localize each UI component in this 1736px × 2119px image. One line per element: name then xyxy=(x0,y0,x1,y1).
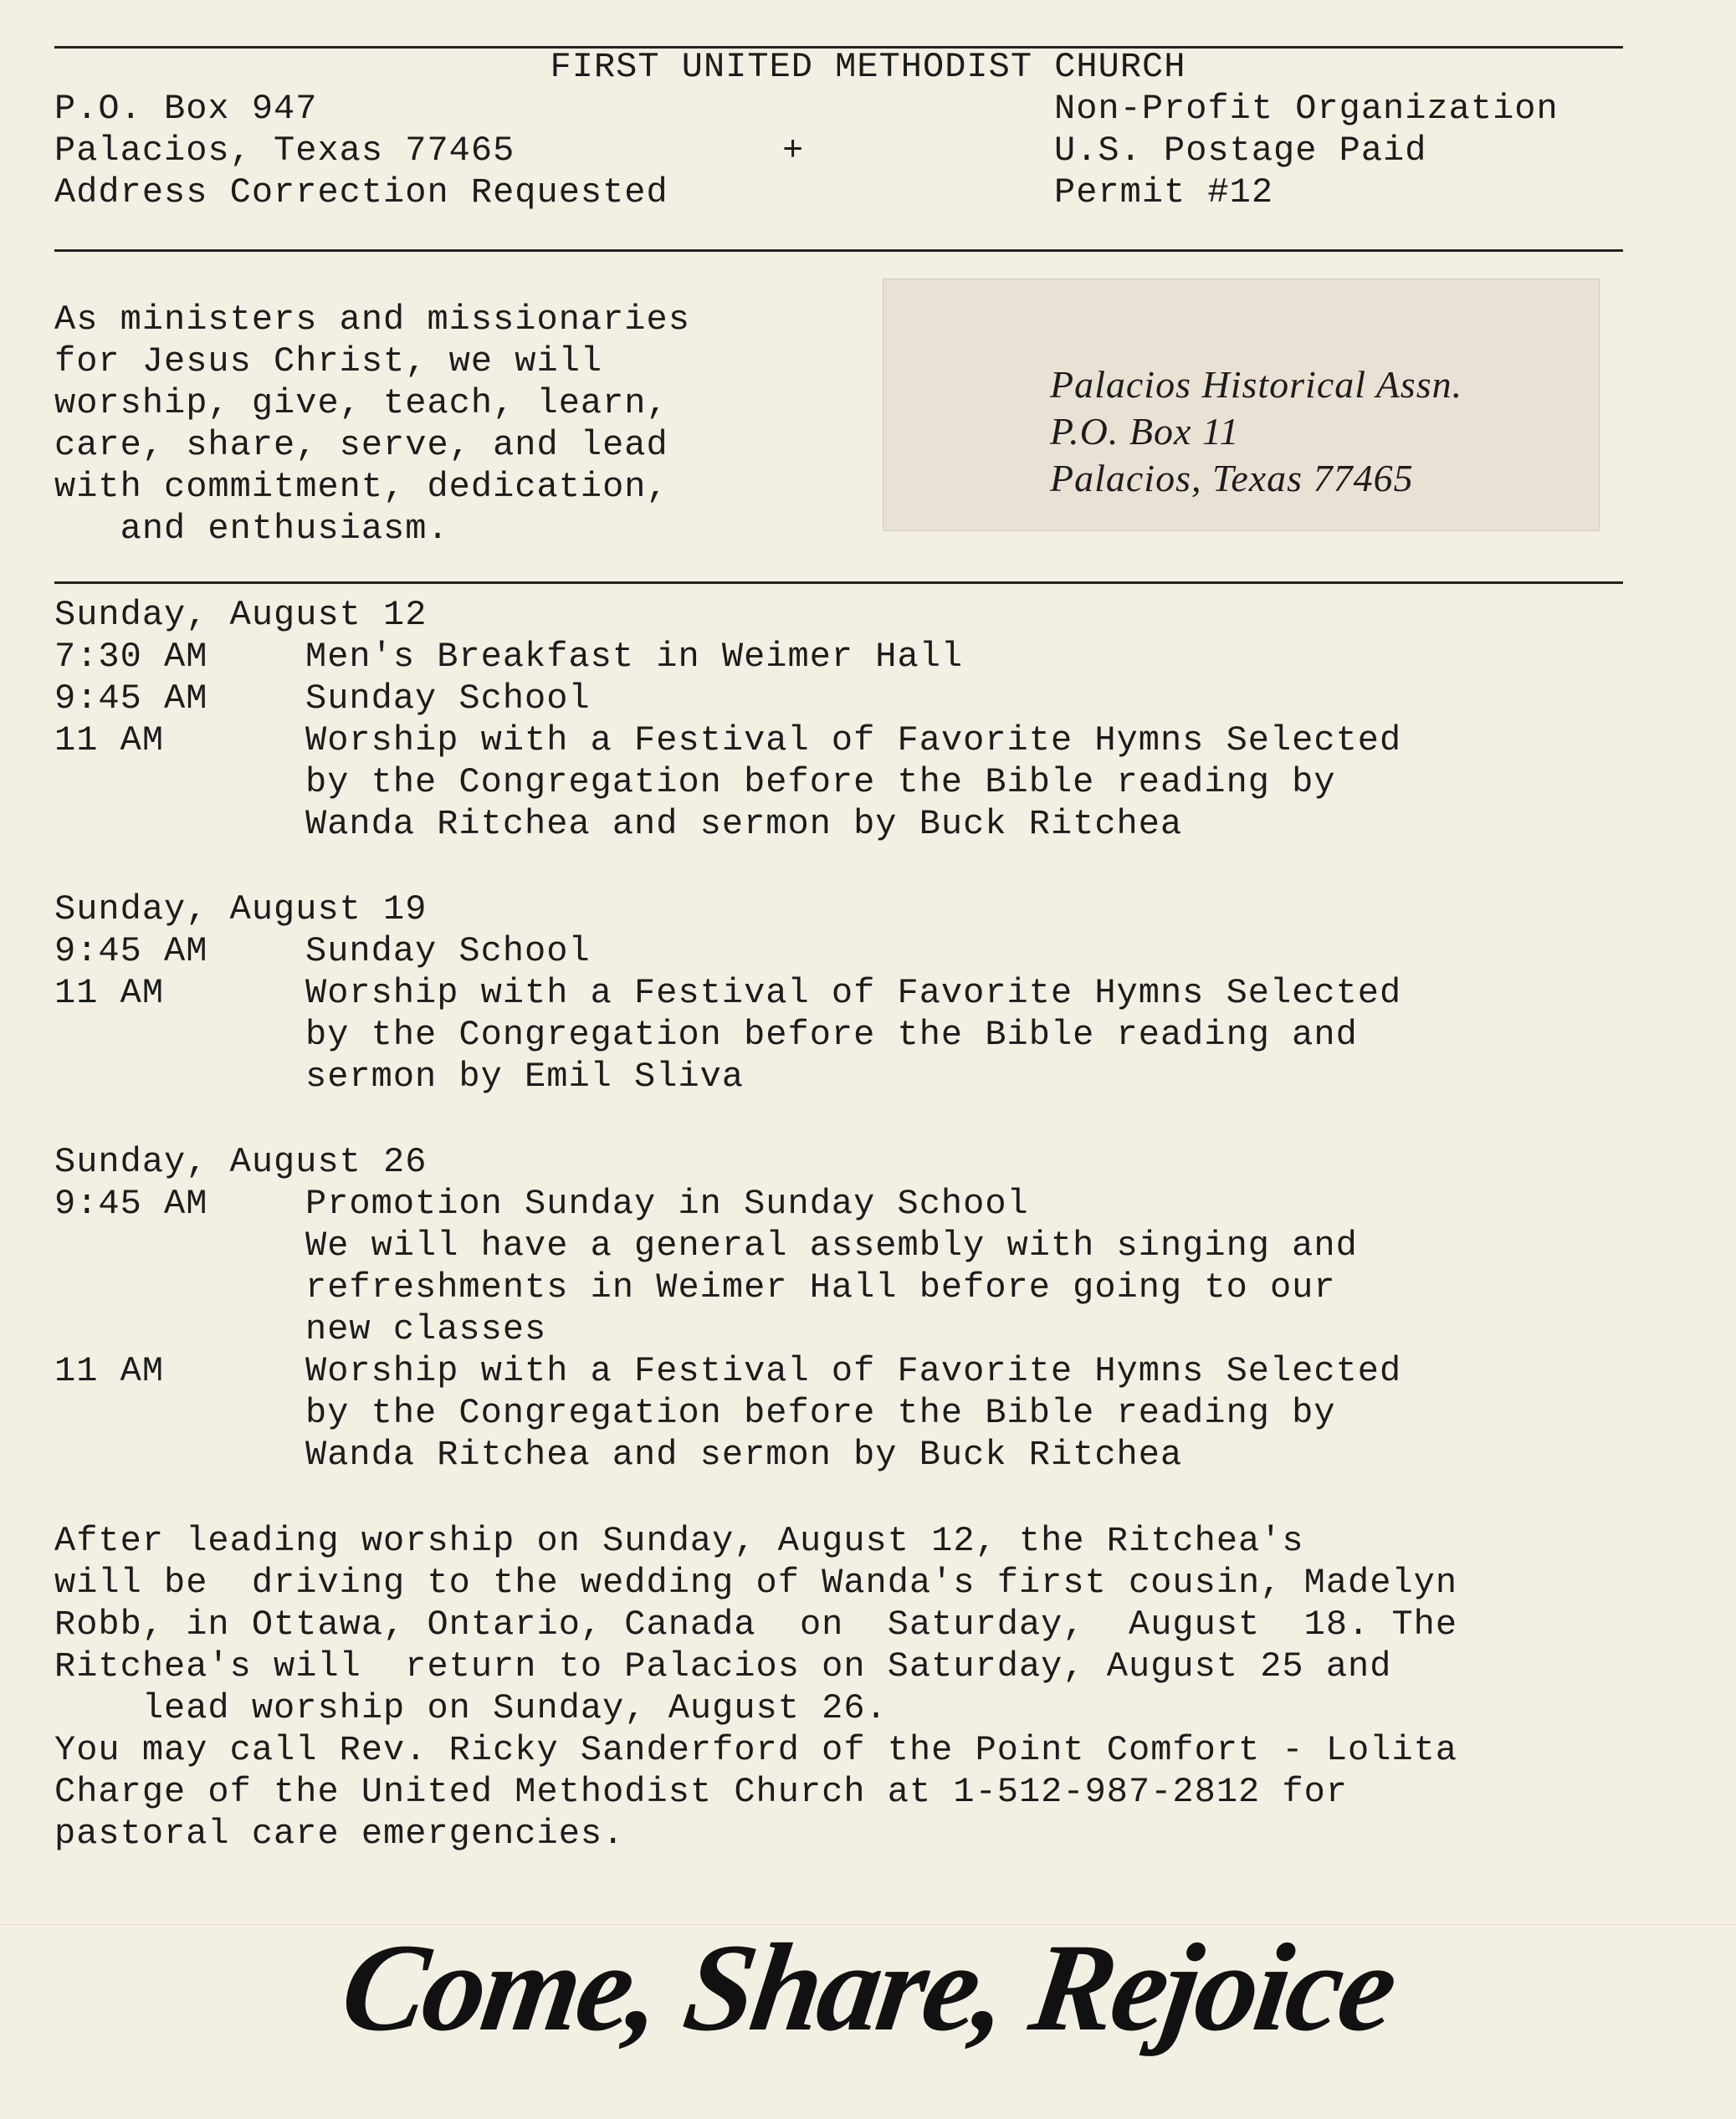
mission-statement xyxy=(54,299,690,550)
mission-line: care, share, serve, and lead xyxy=(54,425,668,465)
event-description: Wanda Ritchea and sermon by Buck Ritchea xyxy=(305,1435,1183,1475)
mission-line: As ministers and missionaries xyxy=(54,299,690,340)
event-time: 11 AM xyxy=(54,1351,165,1391)
mailing-label-line: Palacios, Texas 77465 xyxy=(1050,457,1414,499)
announcement xyxy=(54,1520,1627,1855)
event-time: 9:45 AM xyxy=(54,678,208,719)
schedule-date: Sunday, August 12 xyxy=(54,595,428,635)
announcement-line: will be driving to the wedding of Wanda's first cousin, Madelyn xyxy=(54,1563,1458,1603)
event-description: Men's Breakfast in Weimer Hall xyxy=(305,637,964,677)
schedule-date: Sunday, August 26 xyxy=(54,1142,428,1182)
event-description: sermon by Emil Sliva xyxy=(305,1057,745,1097)
event-time: 9:45 AM xyxy=(54,1184,208,1224)
mailing-label-text xyxy=(1050,361,1462,502)
postage-indicia xyxy=(1054,88,1559,213)
event-description: Worship with a Festival of Favorite Hymns Selected xyxy=(305,720,1402,760)
announcement-line: Robb, in Ottawa, Ontario, Canada on Saturday, August 18. The xyxy=(54,1605,1458,1645)
event-time: 7:30 AM xyxy=(54,637,208,677)
mission-line: worship, give, teach, learn, xyxy=(54,383,668,423)
return-address-line: Address Correction Requested xyxy=(54,172,668,212)
event-description: by the Congregation before the Bible reading and xyxy=(305,1015,1358,1055)
event-description: Worship with a Festival of Favorite Hymns Selected xyxy=(305,1351,1402,1391)
event-time: 9:45 AM xyxy=(54,931,208,971)
announcement-line: Ritchea's will return to Palacios on Saturday, August 25 and xyxy=(54,1646,1392,1686)
event-time: 11 AM xyxy=(54,973,165,1013)
event-description: by the Congregation before the Bible reading by xyxy=(305,1393,1336,1433)
mission-line: and enthusiasm. xyxy=(54,509,449,549)
mission-line: for Jesus Christ, we will xyxy=(54,341,603,381)
event-description: Sunday School xyxy=(305,931,591,971)
return-address xyxy=(54,88,668,213)
header-rule xyxy=(54,249,1623,252)
postage-line: Permit #12 xyxy=(1054,172,1274,212)
announcement-line: Charge of the United Methodist Church at 1-512-987-2812 for xyxy=(54,1772,1349,1812)
mission-line: with commitment, dedication, xyxy=(54,467,668,507)
schedule-date: Sunday, August 19 xyxy=(54,889,428,929)
event-description: We will have a general assembly with singing and xyxy=(305,1226,1358,1266)
slogan-logo: Come, Share, Rejoice xyxy=(334,1918,1402,2057)
cross-mark: + xyxy=(782,131,805,171)
event-description: new classes xyxy=(305,1309,547,1349)
announcement-line: pastoral care emergencies. xyxy=(54,1814,625,1854)
event-description: Sunday School xyxy=(305,678,591,719)
return-address-line: Palacios, Texas 77465 xyxy=(54,131,515,171)
event-description: refreshments in Weimer Hall before going to our xyxy=(305,1267,1336,1308)
postage-line: Non-Profit Organization xyxy=(1054,89,1559,129)
postage-line: U.S. Postage Paid xyxy=(1054,131,1427,171)
return-address-line: P.O. Box 947 xyxy=(54,89,318,129)
event-description: by the Congregation before the Bible reading by xyxy=(305,762,1336,802)
event-description: Worship with a Festival of Favorite Hymns Selected xyxy=(305,973,1402,1013)
announcement-line: After leading worship on Sunday, August 12, the Ritchea's xyxy=(54,1521,1304,1561)
announcement-line: lead worship on Sunday, August 26. xyxy=(54,1688,888,1728)
mailing-label-line: Palacios Historical Assn. xyxy=(1050,363,1463,406)
event-description: Promotion Sunday in Sunday School xyxy=(305,1184,1029,1224)
event-time: 11 AM xyxy=(54,720,165,760)
mailing-label-line: P.O. Box 11 xyxy=(1050,410,1240,453)
church-name: FIRST UNITED METHODIST CHURCH xyxy=(550,47,1186,87)
schedule-rule xyxy=(54,581,1623,584)
event-description: Wanda Ritchea and sermon by Buck Ritchea xyxy=(305,804,1183,844)
announcement-line: You may call Rev. Ricky Sanderford of the Point Comfort - Lolita xyxy=(54,1730,1458,1770)
